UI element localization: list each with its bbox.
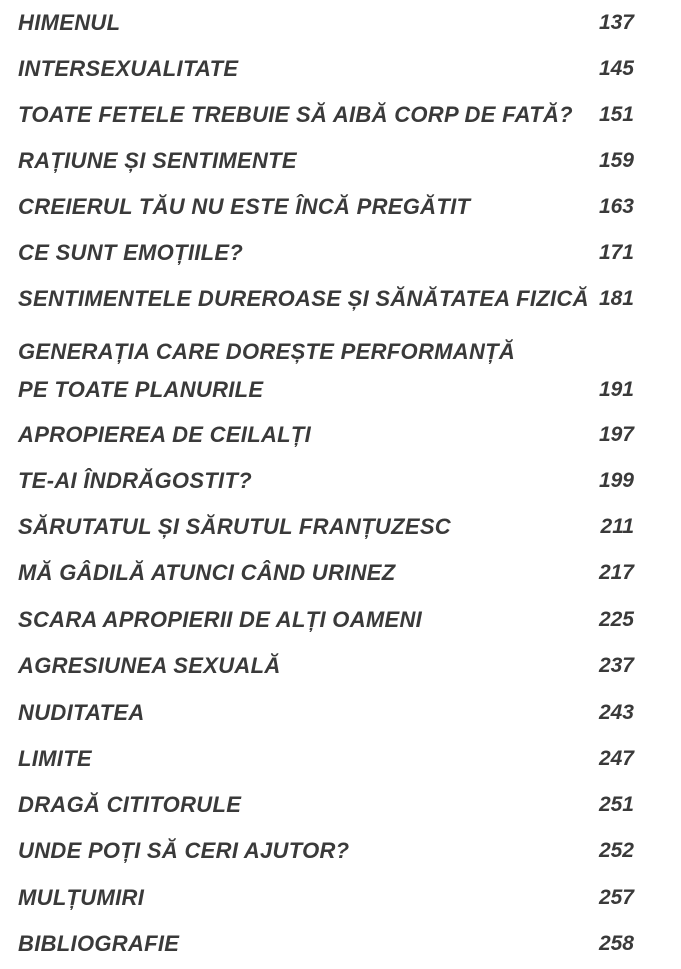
toc-entry-title: TOATE FETELE TREBUIE SĂ AIBĂ CORP DE FATĂ? xyxy=(18,102,573,127)
toc-entry-title: APROPIEREA DE CEILALȚI xyxy=(18,422,312,447)
toc-entry-page: 251 xyxy=(598,793,634,816)
toc-entry-page: 163 xyxy=(598,195,634,218)
toc-entry-page: 191 xyxy=(598,378,634,401)
toc-entry-title: NUDITATEA xyxy=(18,700,145,725)
toc-entry-title-line-1: GENERAȚIA CARE DOREȘTE PERFORMANȚĂ xyxy=(18,339,516,364)
toc-entry-page: 145 xyxy=(598,57,634,80)
toc-entry-title: INTERSEXUALITATE xyxy=(18,56,239,81)
toc-entry-page: 171 xyxy=(598,241,634,264)
toc-entry-title: SĂRUTATUL ȘI SĂRUTUL FRANȚUZESC xyxy=(18,514,451,539)
toc-entry-page: 225 xyxy=(598,608,634,631)
toc-entry-title: CE SUNT EMOȚIILE? xyxy=(18,240,244,265)
toc-entry-title: AGRESIUNEA SEXUALĂ xyxy=(18,653,281,678)
toc-entry-page: 199 xyxy=(598,469,634,492)
toc-entry-title: UNDE POȚI SĂ CERI AJUTOR? xyxy=(18,838,350,863)
toc-entry-title: SCARA APROPIERII DE ALȚI OAMENI xyxy=(18,607,423,632)
toc-entry-page: 217 xyxy=(598,561,634,584)
toc-entry-page: 247 xyxy=(598,747,634,770)
toc-entry-title: HIMENUL xyxy=(18,10,121,35)
toc-entry-page: 257 xyxy=(598,886,634,909)
toc-entry-title: DRAGĂ CITITORULE xyxy=(18,792,242,817)
toc-entry-title: MĂ GÂDILĂ ATUNCI CÂND URINEZ xyxy=(18,560,396,585)
toc-entry-page: 151 xyxy=(598,103,634,126)
toc-entry-title: BIBLIOGRAFIE xyxy=(18,931,180,956)
toc-entry-page: 258 xyxy=(598,932,634,955)
toc-entry-page: 252 xyxy=(598,839,634,862)
toc-entry-title: CREIERUL TĂU NU ESTE ÎNCĂ PREGĂTIT xyxy=(18,194,471,219)
toc-entry-page: 137 xyxy=(598,11,634,34)
toc-entry-title: MULȚUMIRI xyxy=(18,885,145,910)
toc-entry-page: 243 xyxy=(598,701,634,724)
toc-entry-page: 211 xyxy=(600,515,634,538)
toc-entry-title: TE-AI ÎNDRĂGOSTIT? xyxy=(18,468,252,493)
toc-entry-title: LIMITE xyxy=(18,746,92,771)
toc-entry-title: RAȚIUNE ȘI SENTIMENTE xyxy=(18,148,297,173)
toc-entry-title: SENTIMENTELE DUREROASE ȘI SĂNĂTATEA FIZICĂ xyxy=(18,286,589,311)
toc-entry-page: 197 xyxy=(598,423,634,446)
toc-entry-page: 181 xyxy=(598,287,634,310)
toc-entry-page: 237 xyxy=(598,654,634,677)
toc-entry-page: 159 xyxy=(598,149,634,172)
toc-entry-title-line-2: PE TOATE PLANURILE xyxy=(18,377,264,402)
toc-entry-title xyxy=(18,339,515,403)
